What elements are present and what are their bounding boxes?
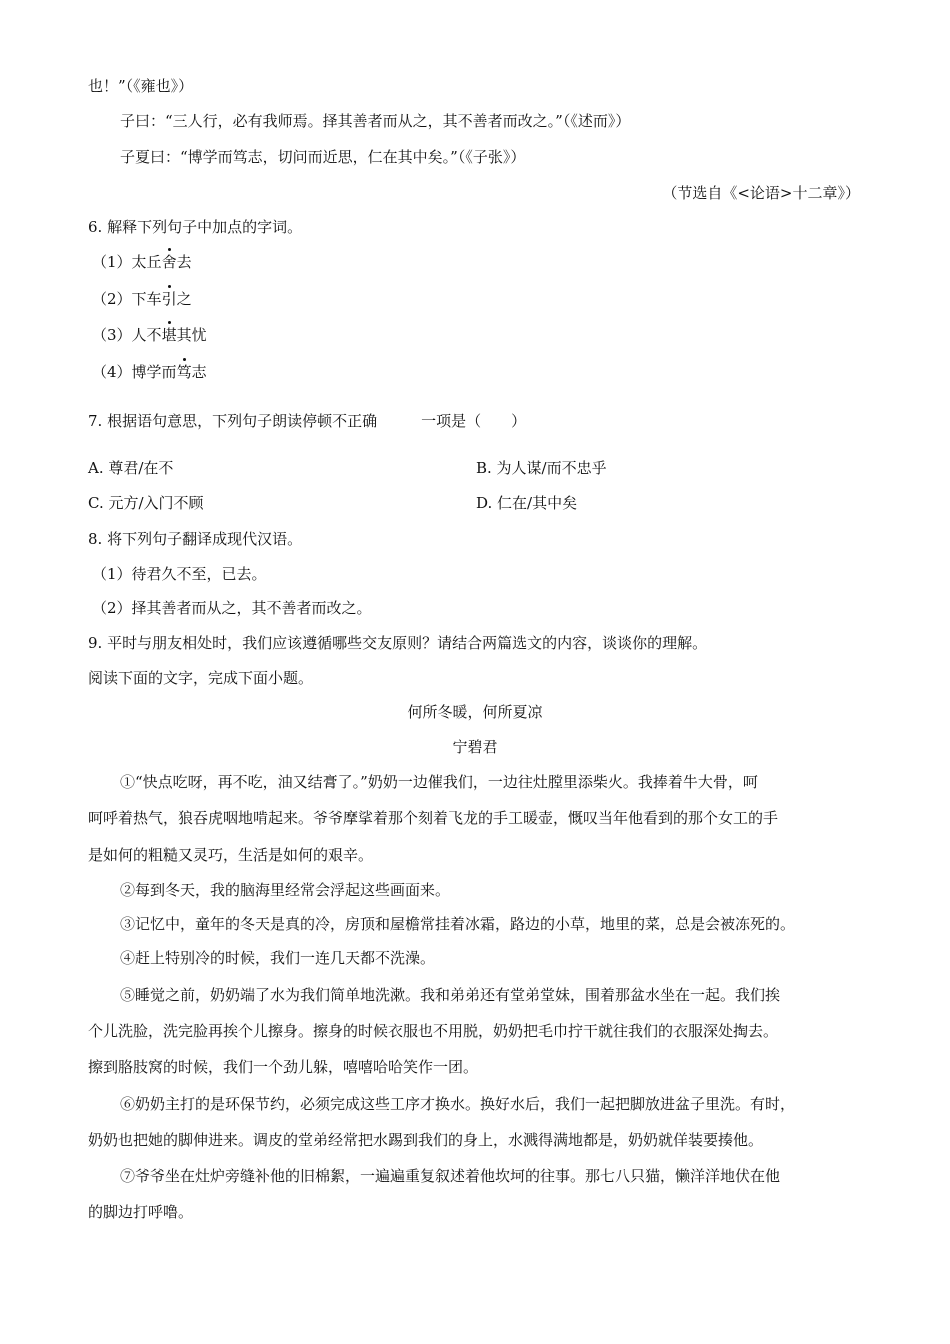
q6-item (92, 362, 207, 382)
dotted-word: 堪 (161, 326, 177, 344)
dotted-word: 笃 (176, 363, 192, 381)
classical-line-zixia: 子夏曰：“博学而笃志，切问而近思，仁在其中矣。”（《子张》） (120, 148, 526, 166)
passage-line: 是如何的粗糙又灵巧，生活是如何的艰辛。 (88, 846, 374, 864)
reading-intro: 阅读下面的文字，完成下面小题。 (88, 669, 314, 687)
option-a: A. 尊君/在不 (88, 459, 174, 477)
passage-author: 宁碧君 (452, 738, 498, 756)
dotted-word: 引 (161, 290, 177, 308)
q8-stem: 8. 将下列句子翻译成现代汉语。 (88, 530, 303, 548)
passage-line: ⑦爷爷坐在灶炉旁缝补他的旧棉絮，一遍遍重复叙述着他坎坷的往事。那七八只猫，懒洋洋地伏在他 (120, 1167, 781, 1185)
passage-line: ⑤睡觉之前，奶奶端了水为我们简单地洗漱。我和弟弟还有堂弟堂妹，围着那盆水坐在一起。我们挨 (120, 986, 781, 1004)
passage-line: 的脚边打呼噜。 (88, 1203, 194, 1221)
item-text: 志 (191, 363, 207, 381)
item-number: （4） (92, 363, 132, 381)
passage-line: ②每到冬天，我的脑海里经常会浮起这些画面来。 (120, 881, 451, 899)
item-text: 去 (176, 253, 192, 271)
item-text: 太丘 (131, 253, 162, 271)
passage-line: 擦到胳肢窝的时候，我们一个劲儿躲，嘻嘻哈哈笑作一团。 (88, 1058, 479, 1076)
item-text: 博学而 (131, 363, 177, 381)
passage-line: 奶奶也把她的脚伸进来。调皮的堂弟经常把水踢到我们的身上，水溅得满地都是，奶奶就佯装要揍他。 (88, 1131, 764, 1149)
passage-line: 呵呼着热气，狼吞虎咽地啃起来。爷爷摩挲着那个刻着飞龙的手工暖壶，慨叹当年他看到的那个女工的手 (88, 809, 779, 827)
q6-item (92, 289, 192, 309)
q8-item: （1）待君久不至，已去。 (92, 565, 267, 583)
classical-line-shuer: 子曰：“三人行，必有我师焉。择其善者而从之，其不善者而改之。”（《述而》） (120, 112, 631, 130)
q8-item: （2）择其善者而从之，其不善者而改之。 (92, 599, 372, 617)
option-c: C. 元方/入门不顾 (88, 494, 204, 512)
q7-stem-text: ） (511, 412, 527, 430)
q6-stem: 6. 解释下列句子中加点的字词。 (88, 218, 303, 236)
passage-line: ①“快点吃呀，再不吃，油又结膏了。”奶奶一边催我们，一边往灶膛里添柴火。我捧着牛大骨，呵 (120, 773, 758, 791)
item-text: 人不 (131, 326, 162, 344)
q7-stem-text: 一项是（ (421, 412, 482, 430)
dotted-word: 舍 (161, 253, 177, 271)
item-number: （3） (92, 326, 132, 344)
passage-line: ④赶上特别冷的时候，我们一连几天都不洗澡。 (120, 949, 436, 967)
option-b: B. 为人谋/而不忠乎 (476, 459, 607, 477)
item-text: 其忧 (176, 326, 207, 344)
q7-stem (88, 411, 526, 431)
passage-line: ⑥奶奶主打的是环保节约，必须完成这些工序才换水。换好水后，我们一起把脚放进盆子里洗。有时， (120, 1095, 796, 1113)
item-number: （2） (92, 290, 132, 308)
item-text: 下车 (131, 290, 162, 308)
passage-title: 何所冬暖，何所夏凉 (407, 703, 543, 721)
item-text: 之 (176, 290, 192, 308)
item-number: （1） (92, 253, 132, 271)
option-d: D. 仁在/其中矣 (476, 494, 578, 512)
passage-line: ③记忆中，童年的冬天是真的冷，房顶和屋檐常挂着冰霜，路边的小草，地里的菜，总是会被冻死的。 (120, 915, 796, 933)
q9-stem: 9. 平时与朋友相处时，我们应该遵循哪些交友原则？请结合两篇选文的内容，谈谈你的理解。 (88, 634, 708, 652)
q7-stem-text: 7. 根据语句意思，下列句子朗读停顿不正确 (88, 412, 378, 430)
q6-item (92, 252, 192, 272)
passage-line: 个儿洗脸，洗完脸再挨个儿擦身。擦身的时候衣服也不用脱，奶奶把毛巾拧干就往我们的衣服深处掏去。 (88, 1022, 779, 1040)
classical-source: （节选自《<论语>十二章》） (662, 184, 860, 202)
q6-item (92, 325, 207, 345)
classical-line-cont: 也！”（《雍也》） (88, 77, 194, 95)
